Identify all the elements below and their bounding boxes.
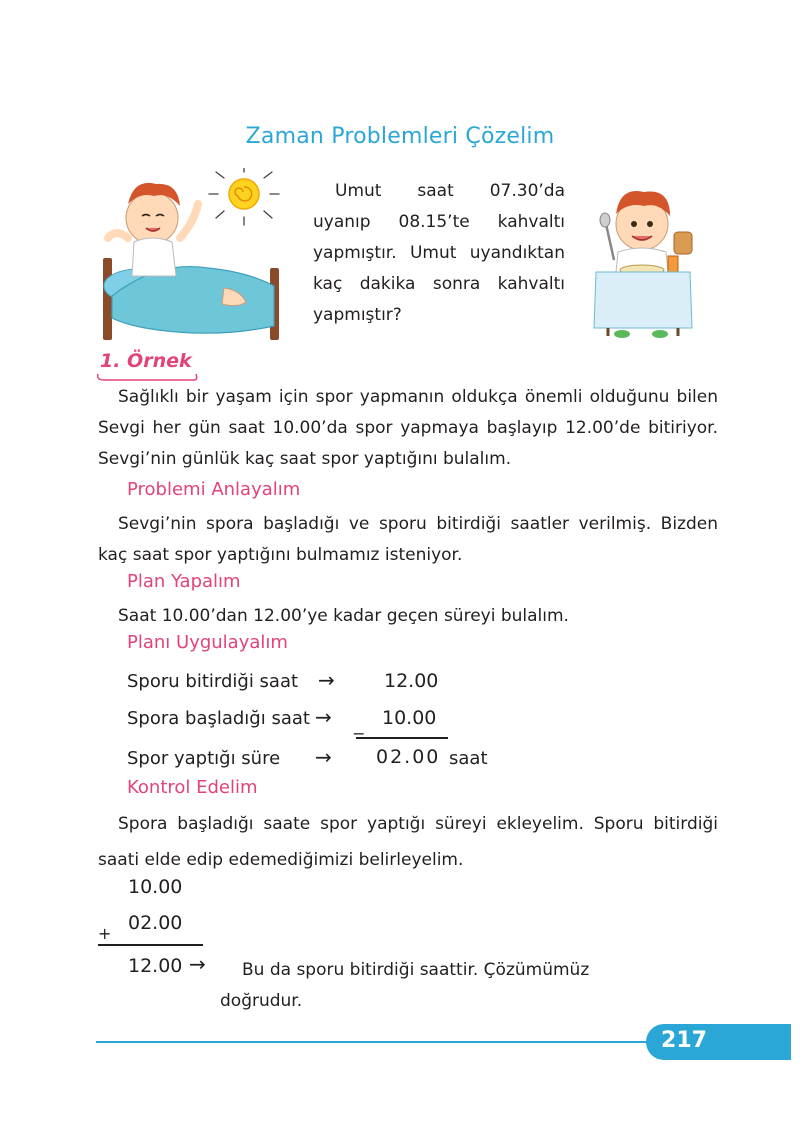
footer-line — [96, 1041, 656, 1043]
example-label: 1. Örnek — [100, 350, 192, 372]
step-check — [98, 806, 718, 878]
example-label-underline — [94, 372, 198, 382]
addition-line — [98, 944, 203, 946]
intro-problem — [313, 176, 565, 331]
step-check-heading: Kontrol Edelim — [127, 777, 258, 798]
problem-statement — [98, 382, 718, 475]
row-start-value: 10.00 — [382, 707, 437, 729]
check-addend-1: 10.00 — [128, 876, 183, 898]
step-understand — [98, 509, 718, 571]
row-duration-arrow: → — [315, 745, 332, 769]
check-addend-2: 02.00 — [128, 912, 183, 934]
row-duration-unit: saat — [449, 748, 488, 769]
step-plan-heading: Plan Yapalım — [127, 571, 241, 592]
row-end-label: Sporu bitirdiği saat — [127, 671, 299, 692]
step-apply-heading: Planı Uygulayalım — [127, 632, 288, 653]
step-plan-text: Saat 10.00’dan 12.00’ye kadar geçen süreyi bulalım. — [118, 606, 569, 626]
waking-boy-illustration — [98, 168, 298, 348]
minus-operator: _ — [354, 713, 364, 735]
page-title: Zaman Problemleri Çözelim — [245, 124, 555, 149]
problem-text: Sağlıklı bir yaşam için spor yapmanın oldukça önemli olduğunu bilen Sevgi her gün saat 10.00’da spor yapmaya başlayıp 12.00’de bitiriyor. Sevgi’nin günlük kaç saat spor yaptığını bulalım. — [98, 387, 718, 469]
check-result: 12.00 — [128, 955, 183, 977]
sun-icon — [209, 168, 279, 225]
row-end-arrow: → — [318, 668, 335, 692]
subtraction-line — [356, 737, 448, 739]
check-conclusion: Bu da sporu bitirdiği saattir. Çözümümüz doğrudur. — [220, 960, 590, 1011]
step-understand-text: Sevgi’nin spora başladığı ve sporu bitirdiği saatler verilmiş. Bizden kaç saat spor yaptığını bulmamız isteniyor. — [98, 514, 718, 565]
check-arrow: → — [189, 952, 206, 976]
row-start-label: Spora başladığı saat — [127, 708, 310, 729]
page-number: 217 — [661, 1028, 707, 1053]
row-duration-label: Spor yaptığı süre — [127, 748, 281, 769]
step-plan — [98, 601, 718, 632]
intro-text: Umut saat 07.30’da uyanıp 08.15’te kahvaltı yapmıştır. Umut uyandıktan kaç dakika sonra kahvaltı yapmıştır? — [313, 181, 565, 325]
row-duration-value: 02.00 — [376, 746, 441, 768]
breakfast-boy-illustration — [588, 180, 698, 340]
row-start-arrow: → — [315, 705, 332, 729]
row-end-value: 12.00 — [384, 670, 439, 692]
plus-operator: + — [98, 924, 112, 943]
step-check-text: Spora başladığı saate spor yaptığı süreyi ekleyelim. Sporu bitirdiği saati elde edip edemediğimizi belirleyelim. — [98, 814, 718, 870]
step-understand-heading: Problemi Anlayalım — [127, 479, 301, 500]
